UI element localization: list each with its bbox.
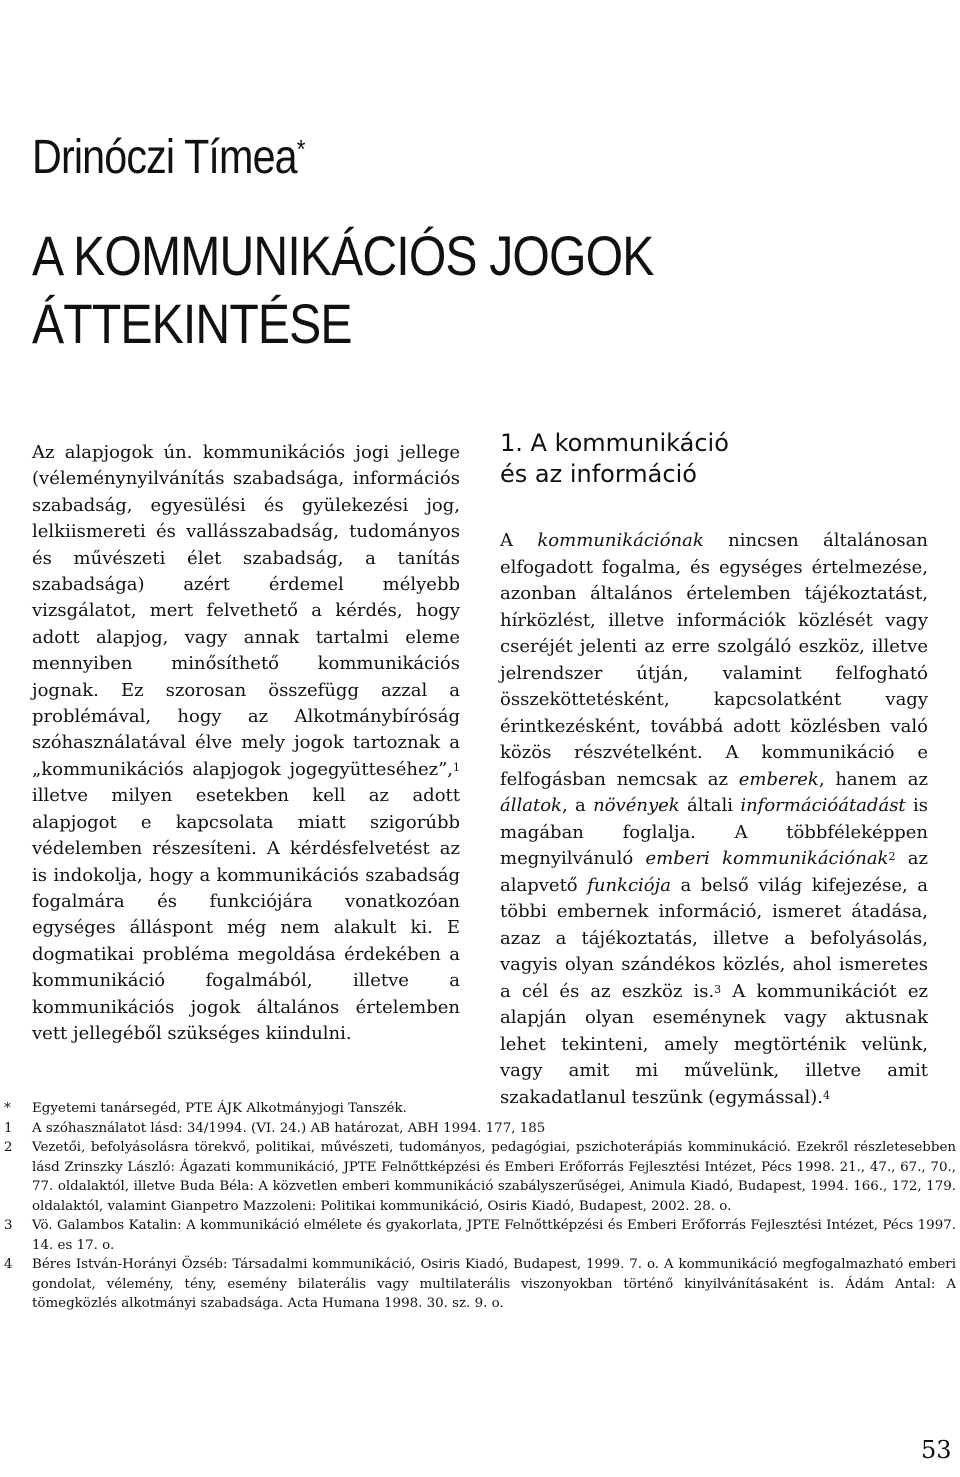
text-run: nincsen általánosan elfogadott fogalma, és egységes értelmezése, azonban általános értelemben tájékoztatást, hírközlést, illetve információk közlését vagy cseréjét jelenti az erre szolgáló eszköz, illetve jelrendszer útján, valamint felfogható összeköttetésként, kapcsolatként vagy érintkezésként, továbbá adott közlésben való közös részvételként. A kommunikáció e felfogásban nemcsak az — [500, 530, 928, 790]
intro-paragraph — [32, 440, 460, 1047]
footnote-item — [4, 1138, 956, 1216]
footnote-mark: 2 — [4, 1140, 13, 1155]
right-column — [500, 428, 928, 1111]
text-run: az alapvető — [500, 848, 928, 896]
article-title — [32, 222, 653, 358]
footnote-mark: * — [4, 1101, 11, 1116]
text-run: a belső világ kifejezése, a többi embernek információ, ismeret átadása, azaz a tájékoztatás, illetve a befolyásolás, vagyis olyan szándékos közlés, ahol ismeretes a cél és az eszköz is. — [500, 874, 928, 1002]
text-run: is magában foglalja. A többféleképpen megnyilvánuló — [500, 795, 928, 869]
text-run: A kommunikációt ez alapján olyan eseménynek vagy aktusnak lehet tekinteni, amely megtörténik velünk, vagy amit mi művelünk, illetve amit szakadatlanul teszünk (egymással). — [500, 980, 928, 1108]
text-run: , a — [561, 795, 594, 816]
italic-term: növények — [593, 795, 680, 816]
italic-term: emberek — [738, 768, 819, 790]
section-heading-line-1: 1. A kommunikáció — [500, 429, 729, 457]
text-run: általi — [679, 795, 741, 816]
text-run: A — [500, 530, 538, 551]
author-name — [32, 130, 305, 185]
text-run: , hanem az — [818, 768, 928, 790]
footnote-ref-3: 3 — [714, 982, 722, 996]
footnote-item — [4, 1099, 956, 1119]
intro-text-part-2: illetve milyen esetekben kell az adott alapjogot e kapcsolata miatt szigorúbb védelemben részesíteni. A kérdésfelvetést az is indokolja, hogy a kommunikációs szabadság fogalmára és funkciójára vonatkozóan egységes álláspont még nem alakult ki. E dogmatikai probléma megoldása érdekében a kommunikáció fogalmából, illetve a kommunikációs jogok általános értelemben vett jellegéből szükséges kiindulni. — [32, 785, 460, 1044]
footnote-ref-4: 4 — [823, 1088, 831, 1102]
section-heading — [500, 428, 928, 490]
footnote-text: Vezetői, befolyásolásra törekvő, politikai, művészeti, tudományos, pedagógiai, pszichoterápiás komminukáció. Ezekről részletesebben lásd Zrinszky László: Ágazati kommunikáció, JPTE Felnőttképzési és Emberi Erőforrás Fejlesztési Intézet, Pécs 1998. 21., 47., 67., 70., 77. oldalaktól, illetve Buda Béla: A közvetlen emberi kommunikáció szabályszerűségei, Animula Kiadó, Budapest, 1994. 166., 172, 179. oldalaktól, valamint Gianpetro Mazzoleni: Politikai kommunikáció, Osiris Kiadó, Budapest, 2002. 28. o. — [32, 1140, 956, 1214]
footnote-item — [4, 1255, 956, 1314]
footnote-item — [4, 1119, 956, 1139]
italic-term: emberi kommunikációnak — [645, 848, 889, 869]
page-number: 53 — [921, 1436, 952, 1464]
footnote-mark: 3 — [4, 1218, 13, 1233]
intro-text-part-1: Az alapjogok ún. kommunikációs jogi jellege (véleménynyilvánítás szabadsága, információs szabadság, egyesülési és gyülekezési jog, lelkiismereti és vallásszabadság, tudományos és művészeti élet szabadság, a tanítás szabadsága) azért érdemel mélyebb vizsgálatot, mert felvethető a kérdés, hogy adott alapjog, vagy annak tartalmi eleme mennyiben minősíthető kommunikációs jognak. Ez szorosan összefügg azzal a problémával, hogy az Alkotmánybíróság szóhasználatával élve mely jogok tartoznak a „kommunikációs alapjogok jogegyütteséhez”, — [32, 442, 460, 780]
italic-term: kommunikációnak — [537, 530, 704, 551]
author-name-text: Drinóczi Tímea — [32, 131, 297, 184]
footnote-ref-1: 1 — [453, 760, 460, 774]
article-title-line-2: ÁTTEKINTÉSE — [32, 292, 352, 355]
footnote-text: Vö. Galambos Katalin: A kommunikáció elmélete és gyakorlata, JPTE Felnőttképzési és Emberi Erőforrás Fejlesztési Intézet, Pécs 1997. 14. es 17. o. — [32, 1218, 956, 1253]
author-footnote-mark: * — [296, 134, 305, 164]
footnote-item — [4, 1216, 956, 1255]
italic-term: információátadást — [740, 795, 906, 816]
italic-term: állatok — [500, 795, 562, 816]
footnotes — [4, 1099, 956, 1314]
footnote-text: Béres István-Horányi Özséb: Társadalmi kommunikáció, Osiris Kiadó, Budapest, 1999. 7. o. A kommunikáció megfogalmazható emberi gondolat, vélemény, tény, esemény bilaterális vagy multilaterális viszonyokban történő kinyilvánításaként is. Ádám Antal: A tömegközlés alkotmányi szabadsága. Acta Humana 1998. 30. sz. 9. o. — [32, 1257, 956, 1311]
italic-term: funkciója — [587, 874, 671, 896]
section-paragraph — [500, 528, 928, 1111]
article-title-line-1: A KOMMUNIKÁCIÓS JOGOK — [32, 224, 654, 287]
section-heading-line-2: és az információ — [500, 460, 697, 488]
footnote-ref-2: 2 — [888, 850, 896, 863]
footnote-text: Egyetemi tanársegéd, PTE ÁJK Alkotmányjogi Tanszék. — [32, 1101, 407, 1116]
footnote-text: A szóhasználatot lásd: 34/1994. (VI. 24.) AB határozat, ABH 1994. 177, 185 — [32, 1120, 546, 1136]
footnote-mark: 1 — [4, 1120, 13, 1136]
footnote-mark: 4 — [4, 1257, 13, 1272]
left-column — [32, 440, 460, 1047]
